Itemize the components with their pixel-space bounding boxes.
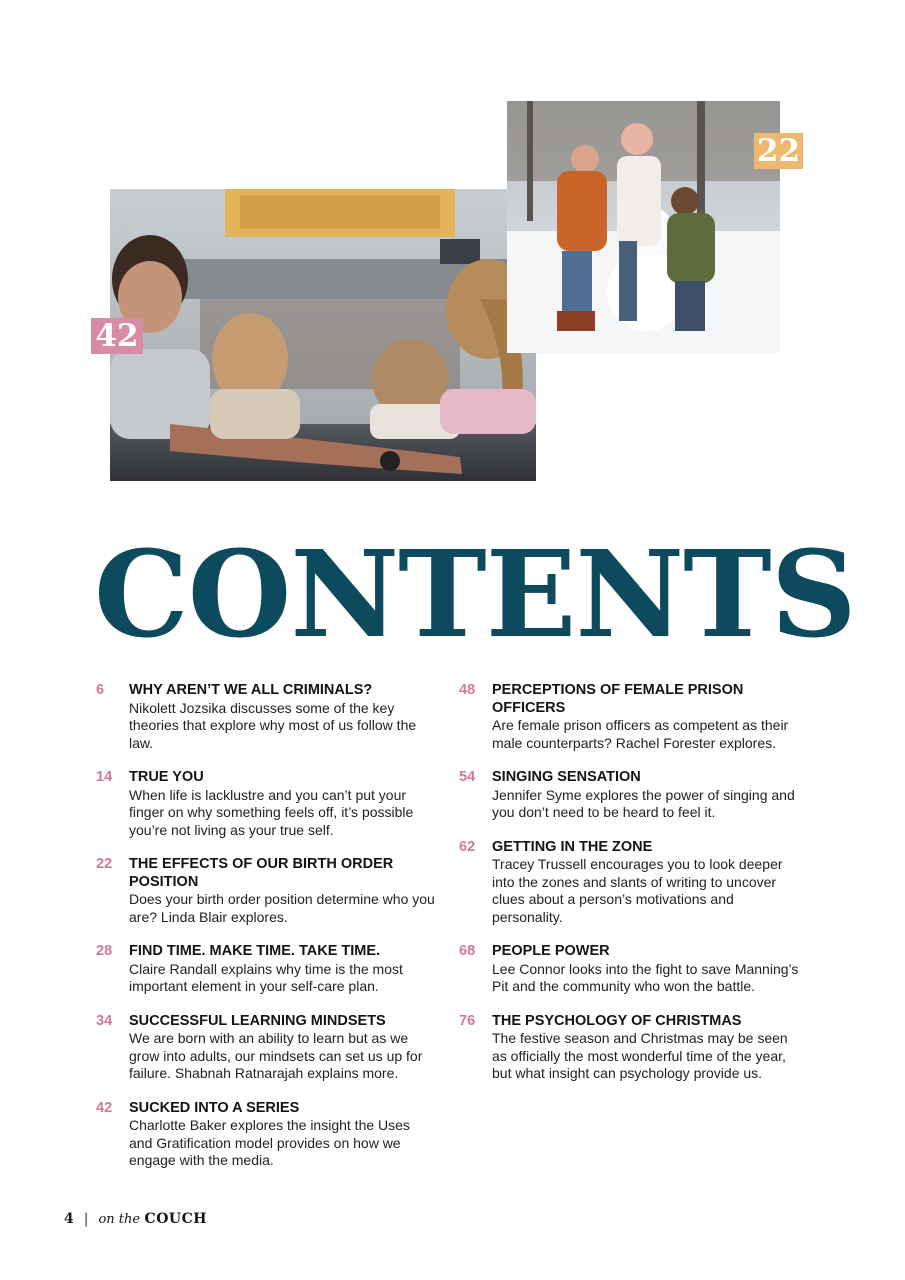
contents-entry[interactable] (96, 1100, 436, 1170)
entry-page-number: 68 (459, 943, 476, 959)
entry-page-number: 48 (459, 682, 476, 698)
entry-description: Jennifer Syme explores the power of singing and you don’t need to be heard to feel it. (492, 786, 795, 820)
entry-title: SINGING SENSATION (492, 769, 641, 785)
entry-page-number: 22 (96, 856, 113, 872)
contents-entry[interactable] (459, 1013, 799, 1083)
page-title: CONTENTS (94, 525, 856, 665)
contents-entry[interactable] (459, 769, 799, 822)
entry-page-number: 34 (96, 1012, 113, 1029)
entry-page-number: 28 (96, 943, 113, 959)
page-badge-22: 22 (754, 133, 803, 169)
entry-description: The festive season and Christmas may be seen as officially the most wonderful time of the year, but what insight can psychology provide us. (492, 1030, 788, 1081)
entry-page-number: 54 (459, 769, 476, 785)
contents-entry[interactable] (459, 943, 799, 996)
entry-title: TRUE YOU (129, 769, 204, 785)
contents-entry[interactable] (96, 769, 436, 839)
brand-name: COUCH (144, 1211, 207, 1227)
entry-title: PEOPLE POWER (492, 943, 610, 959)
footer-page-number: 4 (64, 1211, 74, 1227)
family-watching-tv-photo (110, 189, 536, 481)
entry-title: GETTING IN THE ZONE (492, 838, 653, 855)
footer-separator: | (83, 1211, 89, 1227)
entry-description: Nikolett Jozsika discusses some of the key theories that explore why most of us follow the law. (129, 699, 417, 751)
contents-column-left (96, 682, 436, 1187)
entry-title: SUCKED INTO A SERIES (129, 1099, 300, 1116)
footer-brand (98, 1211, 207, 1227)
entry-page-number: 42 (96, 1099, 113, 1116)
snowman-family-photo (507, 101, 780, 353)
entry-description: Claire Randall explains why time is the most important element in your self-care plan. (129, 960, 403, 994)
entry-title: SUCCESSFUL LEARNING MINDSETS (129, 1012, 386, 1029)
entry-description: When life is lacklustre and you can’t put your finger on why something feels off, it’s possible you’re not living as your true self. (129, 786, 414, 838)
contents-entry[interactable] (96, 856, 436, 926)
entry-page-number: 14 (96, 769, 113, 785)
entry-description: Are female prison officers as competent as their male counterparts? Rachel Forester explores. (492, 717, 789, 751)
entry-description: Does your birth order position determine who you are? Linda Blair explores. (129, 891, 435, 925)
contents-column-right (459, 682, 799, 1100)
entry-description: Tracey Trussell encourages you to look deeper into the zones and slants of writing to uncover clues about a person’s motivations and personality. (492, 856, 783, 925)
contents-entry[interactable] (96, 943, 436, 996)
entry-description: We are born with an ability to learn but as we grow into adults, our mindsets can set us up for failure. Shabnah Ratnarajah explains more. (129, 1030, 423, 1081)
entry-title: THE PSYCHOLOGY OF CHRISTMAS (492, 1012, 742, 1029)
contents-entry[interactable] (459, 682, 799, 752)
entry-page-number: 6 (96, 682, 105, 698)
entry-description: Lee Connor looks into the fight to save Manning’s Pit and the community who won the battle. (492, 960, 799, 994)
entry-title: WHY AREN’T WE ALL CRIMINALS? (129, 682, 373, 698)
contents-entry[interactable] (96, 1013, 436, 1083)
page-badge-42: 42 (91, 318, 143, 354)
brand-script: on the (98, 1212, 141, 1227)
entry-title: THE EFFECTS OF OUR BIRTH ORDER POSITION (129, 856, 394, 890)
entry-title: FIND TIME. MAKE TIME. TAKE TIME. (129, 943, 381, 959)
entry-page-number: 62 (459, 838, 476, 855)
contents-entry[interactable] (459, 839, 799, 927)
entry-title: PERCEPTIONS OF FEMALE PRISON OFFICERS (492, 682, 744, 716)
page-footer (64, 1211, 207, 1227)
entry-description: Charlotte Baker explores the insight the Uses and Gratification model provides on how we engage with the media. (129, 1117, 410, 1168)
entry-page-number: 76 (459, 1012, 476, 1029)
contents-entry[interactable] (96, 682, 436, 752)
